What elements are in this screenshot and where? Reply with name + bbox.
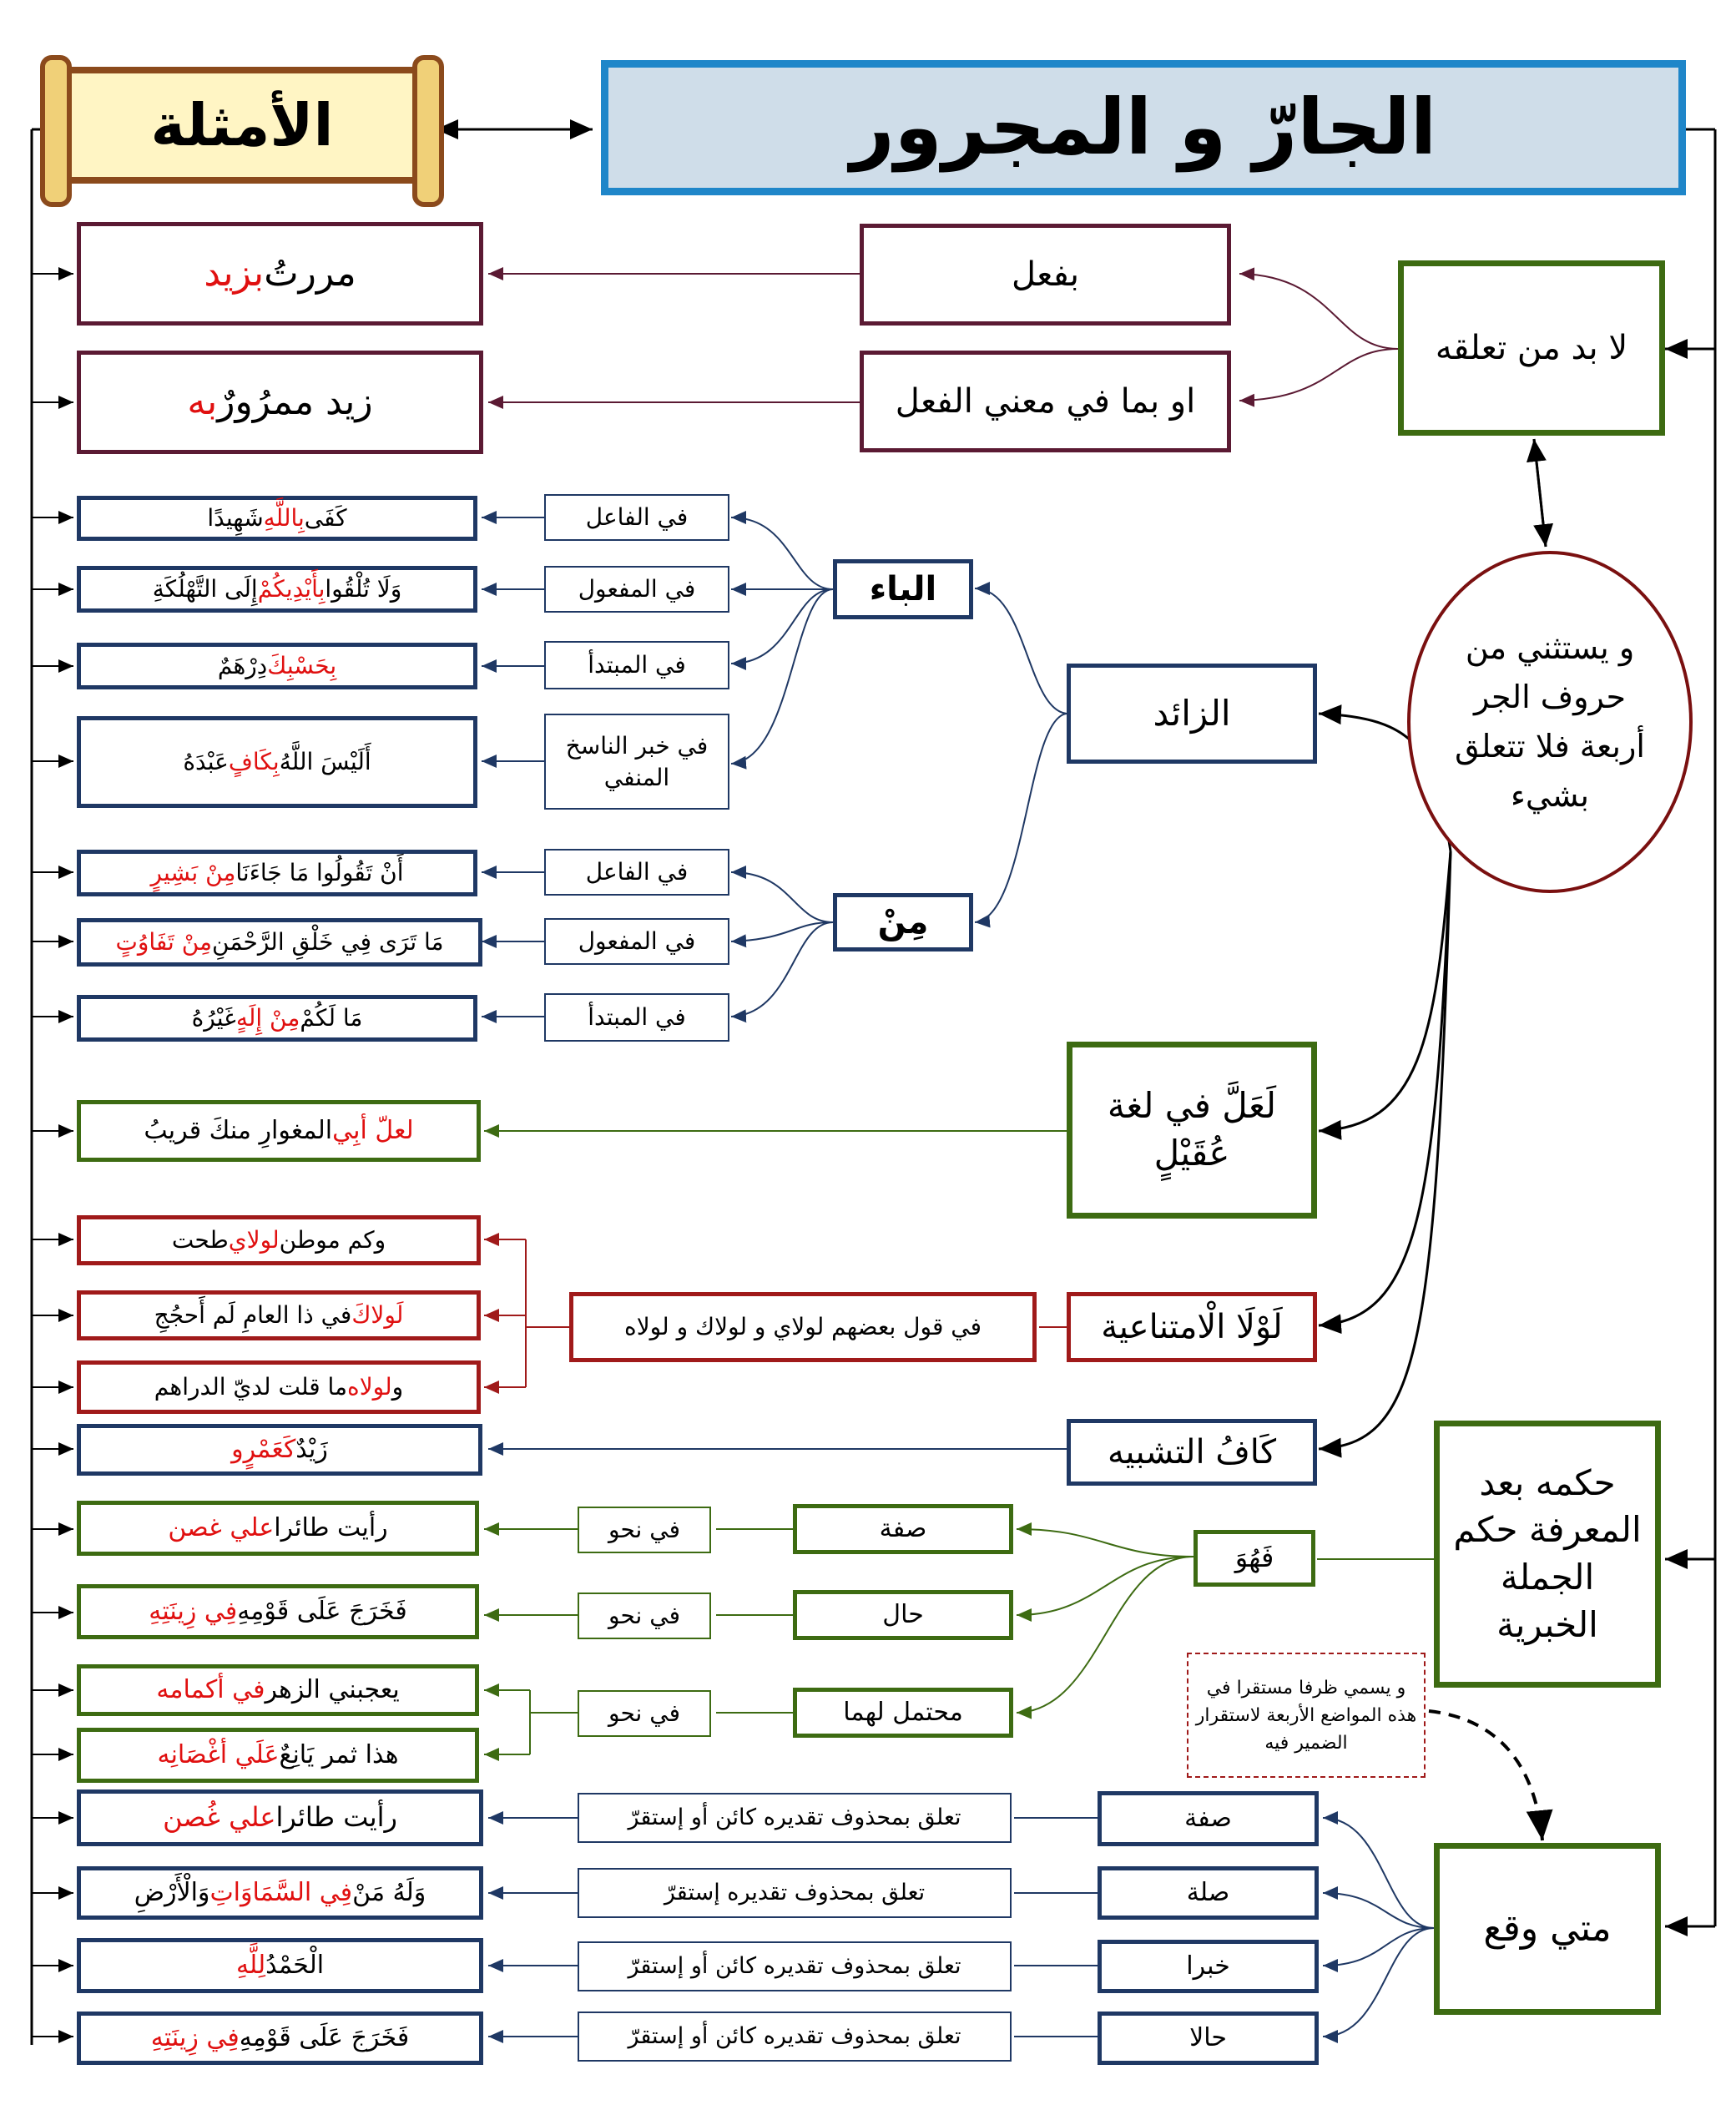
baa-example [77, 496, 477, 541]
min-position: في الفاعل [544, 849, 729, 896]
ex-text: وَلَا تُلْقُوا [325, 575, 402, 603]
ex-text: طحت [171, 1226, 229, 1254]
lawla-example [77, 1360, 481, 1414]
ex-red: بِأَيْدِيكُمْ [257, 575, 326, 603]
ex-red: لعلّ أبِي [332, 1115, 414, 1145]
when-example [77, 1789, 483, 1846]
baa-position: في المبتدأ [544, 641, 729, 689]
ex-text: وكم موطن [279, 1226, 386, 1254]
ex-text: غَيْرُهُ [191, 1004, 236, 1032]
ex-text: فَخَرَجَ عَلَى قَوْمِهِ [239, 2022, 410, 2052]
ex-text: عَبْدَهُ [183, 748, 229, 776]
ex-red: بِكَافٍ [228, 748, 280, 776]
laalla-example [77, 1100, 481, 1162]
ex-red: علي غصن [168, 1512, 275, 1542]
attach-verb-meaning: او بما في معني الفعل [860, 351, 1231, 452]
example-verb-plain: مررتُ [264, 252, 356, 295]
when-kind: صفة [1098, 1791, 1319, 1846]
when-example [77, 1866, 483, 1920]
ex-red: بِحَسْبِكَ [267, 652, 337, 680]
min-example [77, 850, 477, 896]
ex-red: في أكمامه [156, 1674, 265, 1704]
when-tied: تعلق بمحذوف تقديره كائن أو إستقرّ [578, 1793, 1012, 1843]
when-example [77, 1938, 483, 1993]
ruling-kind: حال [793, 1590, 1013, 1640]
examples-header: الأمثلة [150, 90, 334, 159]
exception-ellipse: و يستثني من حروف الجر أربعة فلا تتعلق بشيء [1407, 551, 1693, 893]
baa-example [77, 716, 477, 808]
ex-text: وَلَهُ مَنْ [352, 1877, 426, 1907]
ex-red: لِلَّهِ [235, 1950, 266, 1980]
when-kind: صلة [1098, 1866, 1319, 1920]
min-position: في المبتدأ [544, 993, 729, 1042]
ex-text: أَنْ تَقُولُوا مَا جَاءَنَا [235, 859, 404, 887]
baa-position: في الفاعل [544, 494, 729, 541]
example-verb [77, 222, 483, 326]
when-box: متي وقع [1434, 1843, 1661, 2015]
example-meaning-plain: زيد ممرُورٌ [217, 381, 373, 424]
baa-example [77, 566, 477, 613]
ruling-example [77, 1728, 479, 1783]
min-example [77, 995, 477, 1042]
ex-red: مِنْ إِلَهٍ [235, 1004, 300, 1032]
lawla-example [77, 1290, 481, 1340]
ex-text: و [391, 1373, 404, 1401]
ruling-example [77, 1664, 479, 1716]
ex-red: فِي زِينَتِهِ [150, 2022, 240, 2052]
examples-header-scroll [58, 67, 426, 184]
kaf-example [77, 1424, 482, 1476]
ex-red: لولاه [347, 1373, 392, 1401]
when-tied: تعلق بمحذوف تقديره كائن أو إستقرّ [578, 2012, 1012, 2062]
diagram-title: الجارّ و المجرور [601, 60, 1686, 195]
ex-text: إِلَى التَّهْلُكَةِ [152, 575, 258, 603]
ex-text: دِرْهَمٌ [217, 652, 268, 680]
ruling-example [77, 1584, 479, 1639]
ex-text: هذا ثمر يَانِعٌ [279, 1739, 399, 1769]
ex-text: يعجبني الزهر [265, 1674, 400, 1704]
ruling-example [77, 1501, 479, 1556]
fi-nahw: في نحو [578, 1593, 711, 1639]
ex-text: زَيْدٌ [295, 1434, 328, 1464]
ruling-kind: صفة [793, 1504, 1013, 1554]
ex-text: وَالْأَرْضِ [134, 1877, 210, 1907]
example-verb-red: بزيد [204, 252, 265, 295]
lawla-box: لَوْلَا الْامتناعية [1067, 1292, 1317, 1362]
when-tied: تعلق بمحذوف تقديره كائن أو إستقرّ [578, 1941, 1012, 1991]
ex-text: فَخَرَجَ عَلَى قَوْمِهِ [237, 1596, 407, 1626]
min-position: في المفعول [544, 918, 729, 965]
note-dashed: و يسمي ظرفا مستقرا في هذه المواضع الأربعة لاستقرار الضمير فيه [1187, 1653, 1426, 1778]
ruling-box: حكمه بعد المعرفة حكم الجملة الخبرية [1434, 1421, 1661, 1688]
ex-text: الْحَمْدُ [265, 1950, 325, 1980]
ex-red: مِنْ تَفَاوُتٍ [115, 928, 213, 957]
ex-red: بِاللَّهِ [263, 504, 305, 533]
ex-text: مَا تَرَى فِي خَلْقِ الرَّحْمَنِ [212, 928, 444, 957]
ruling-kind: محتمل لهما [793, 1688, 1013, 1738]
ex-red: لَولاكَ [351, 1301, 404, 1330]
when-kind: حالا [1098, 2012, 1319, 2065]
kaf-box: كَافُ التشبيه [1067, 1419, 1317, 1486]
ex-text: مَا لَكُمْ [300, 1004, 363, 1032]
ex-red: علي غُصن [163, 1801, 276, 1834]
when-tied: تعلق بمحذوف تقديره إستقرّ [578, 1868, 1012, 1918]
ex-text: رأيت طائرا [274, 1512, 388, 1542]
baa-position: في خبر الناسخ المنفي [544, 714, 729, 810]
fi-nahw: في نحو [578, 1690, 711, 1737]
ex-red: كَعَمْرٍو [231, 1434, 296, 1464]
ex-text: ما قلت لديّ الدراهم [154, 1373, 348, 1401]
ex-text: في ذا العامِ لَم أَحجُجِ [154, 1301, 352, 1330]
ex-text: المغوارِ منكَ قريبُ [144, 1115, 333, 1145]
ex-red: لولاي [228, 1226, 280, 1254]
ex-text: أَلَيْسَ اللَّهُ [279, 748, 371, 776]
when-example [77, 2012, 483, 2065]
fi-nahw: في نحو [578, 1507, 711, 1553]
ex-red: فِي السَّمَاوَاتِ [209, 1877, 353, 1907]
attach-verb: بفعل [860, 224, 1231, 326]
ex-red: مِنْ بَشِيرٍ [150, 859, 236, 887]
fahuwa-box: فَهُوَ [1194, 1530, 1315, 1587]
ex-text: شَهِيدًا [207, 504, 264, 533]
when-kind: خبرا [1098, 1940, 1319, 1993]
rule-must-attach: لا بد من تعلقه [1398, 260, 1665, 436]
lawla-note: في قول بعضهم لولاي و لولاك و لولاه [569, 1292, 1037, 1362]
lawla-example [77, 1215, 481, 1265]
ex-text: رأيت طائرا [275, 1801, 397, 1834]
ex-red: عَلَي أغْصَانِه [157, 1739, 280, 1769]
baa-box: الباء [833, 559, 973, 619]
min-example [77, 918, 482, 967]
ex-text: كَفَى [304, 504, 347, 533]
example-meaning-red: به [187, 381, 218, 424]
zaid-box: الزائد [1067, 664, 1317, 764]
ex-red: فِي زِينَتِهِ [149, 1596, 238, 1626]
laalla-box: لَعَلَّ في لغة عُقَيْلٍ [1067, 1042, 1317, 1219]
example-meaning [77, 351, 483, 454]
baa-example [77, 643, 477, 689]
baa-position: في المفعول [544, 566, 729, 613]
min-box: مِنْ [833, 893, 973, 951]
